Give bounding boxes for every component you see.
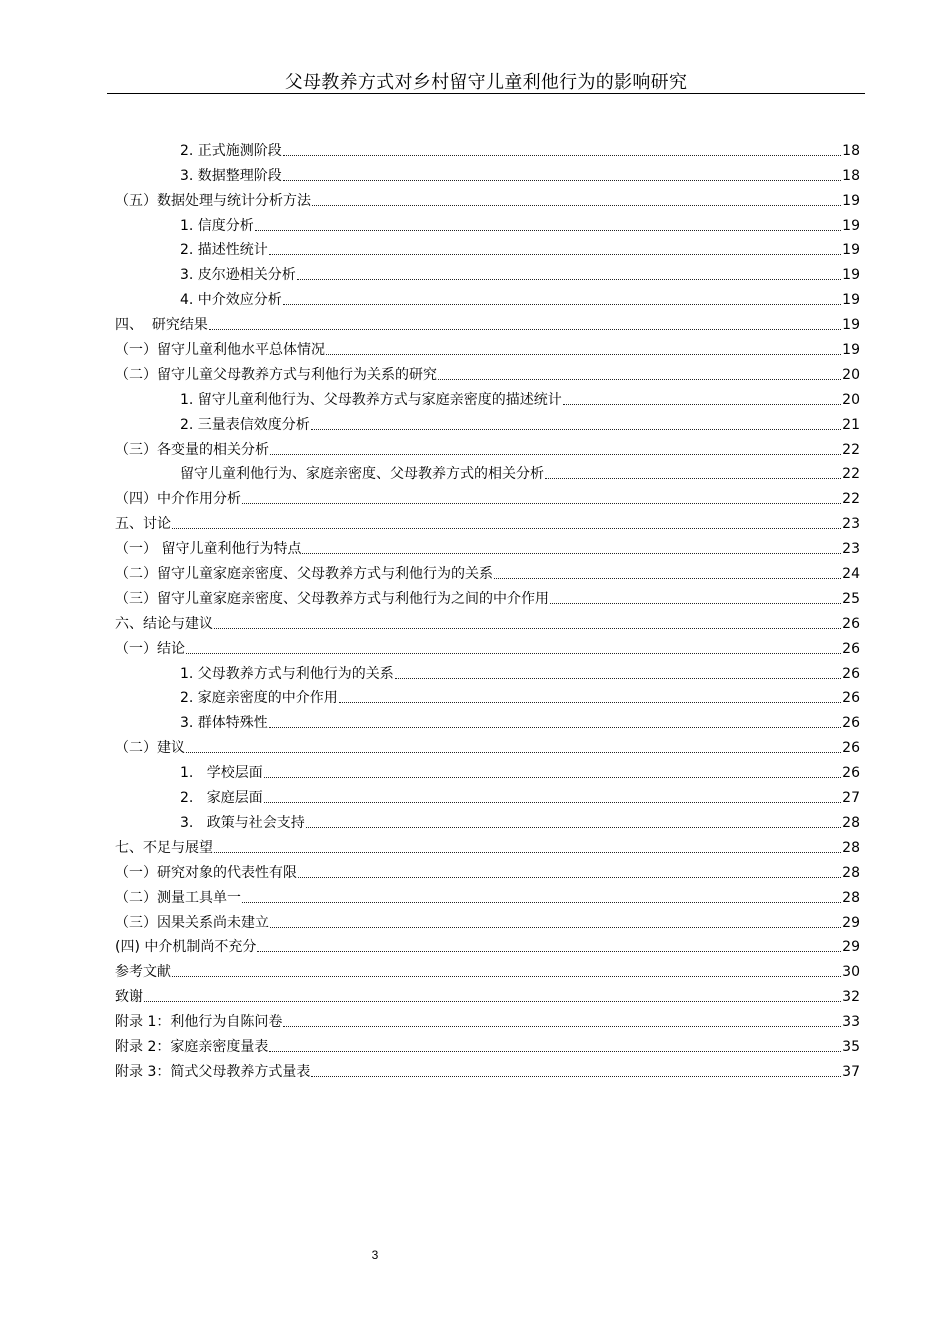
toc-entry-label: （一）留守儿童利他水平总体情况 (115, 342, 325, 359)
toc-entry-label: 四、 研究结果 (115, 317, 208, 334)
toc-entry[interactable] (115, 409, 860, 434)
toc-dot-leader (563, 404, 841, 405)
toc-dot-leader (214, 628, 841, 629)
toc-entry[interactable] (115, 1006, 860, 1031)
toc-entry-page: 19 (842, 317, 860, 334)
toc-dot-leader (494, 578, 841, 579)
toc-dot-leader (311, 429, 841, 430)
toc-entry-page: 28 (842, 839, 860, 856)
toc-entry-page: 30 (842, 964, 860, 981)
toc-dot-leader (255, 230, 841, 231)
toc-entry-page: 28 (842, 814, 860, 831)
toc-entry-page: 18 (842, 167, 860, 184)
toc-entry[interactable] (115, 732, 860, 757)
toc-dot-leader (269, 727, 841, 728)
toc-entry[interactable] (115, 658, 860, 683)
toc-entry-page: 37 (842, 1063, 860, 1080)
toc-entry[interactable] (115, 284, 860, 309)
toc-entry-page: 26 (842, 690, 860, 707)
toc-dot-leader (339, 702, 841, 703)
toc-entry-label: 2. 正式施测阶段 (180, 142, 282, 159)
toc-dot-leader (172, 528, 841, 529)
toc-entry[interactable] (115, 633, 860, 658)
toc-dot-leader (283, 180, 841, 181)
toc-dot-leader (270, 454, 841, 455)
toc-entry-label: 留守儿童利他行为、家庭亲密度、父母教养方式的相关分析 (180, 466, 544, 483)
toc-entry-page: 26 (842, 740, 860, 757)
toc-dot-leader (186, 752, 841, 753)
toc-entry[interactable] (115, 235, 860, 260)
toc-entry-page: 29 (842, 939, 860, 956)
toc-entry-label: 2. 描述性统计 (180, 242, 268, 259)
toc-dot-leader (257, 951, 841, 952)
toc-dot-leader (550, 603, 841, 604)
toc-entry-page: 19 (842, 292, 860, 309)
toc-entry-page: 19 (842, 267, 860, 284)
toc-entry[interactable] (115, 459, 860, 484)
toc-entry-label: 1. 信度分析 (180, 217, 254, 234)
toc-entry-page: 22 (842, 491, 860, 508)
toc-entry[interactable] (115, 334, 860, 359)
toc-entry-page: 33 (842, 1014, 860, 1031)
toc-entry[interactable] (115, 185, 860, 210)
toc-entry-label: 2. 家庭层面 (180, 790, 263, 807)
toc-entry-label: （三）因果关系尚未建立 (115, 914, 269, 931)
toc-entry-label: 附录 1：利他行为自陈问卷 (115, 1014, 283, 1031)
toc-entry-label: 1. 学校层面 (180, 765, 263, 782)
toc-entry[interactable] (115, 782, 860, 807)
running-header-title: 父母教养方式对乡村留守儿童利他行为的影响研究 (284, 72, 688, 93)
toc-dot-leader (298, 877, 841, 878)
toc-entry-page: 25 (842, 590, 860, 607)
toc-entry-label: （二）测量工具单一 (115, 889, 241, 906)
toc-entry-page: 23 (842, 516, 860, 533)
toc-entry-label: 附录 2：家庭亲密度量表 (115, 1038, 269, 1055)
toc-entry-page: 27 (842, 790, 860, 807)
toc-dot-leader (242, 503, 841, 504)
toc-entry-label: （三）留守儿童家庭亲密度、父母教养方式与利他行为之间的中介作用 (115, 590, 549, 607)
toc-entry-label: 2. 家庭亲密度的中介作用 (180, 690, 338, 707)
toc-entry-label: 参考文献 (115, 964, 171, 981)
toc-dot-leader (269, 254, 841, 255)
toc-entry[interactable] (115, 932, 860, 957)
toc-dot-leader (306, 827, 841, 828)
toc-entry[interactable] (115, 907, 860, 932)
toc-dot-leader (270, 927, 841, 928)
toc-entry-page: 26 (842, 765, 860, 782)
toc-entry[interactable] (115, 259, 860, 284)
toc-entry[interactable] (115, 807, 860, 832)
toc-entry-label: 3. 数据整理阶段 (180, 167, 282, 184)
toc-dot-leader (214, 852, 841, 853)
toc-entry-page: 35 (842, 1038, 860, 1055)
toc-entry-label: (四) 中介机制尚不充分 (115, 939, 257, 956)
toc-entry-label: （四）中介作用分析 (115, 491, 241, 508)
toc-entry[interactable] (115, 882, 860, 907)
toc-entry-label: 1. 留守儿童利他行为、父母教养方式与家庭亲密度的描述统计 (180, 391, 562, 408)
toc-entry-label: 致谢 (115, 989, 143, 1006)
toc-entry-label: 附录 3：简式父母教养方式量表 (115, 1063, 311, 1080)
toc-entry-label: （三）各变量的相关分析 (115, 441, 269, 458)
toc-entry[interactable] (115, 608, 860, 633)
toc-entry-label: （一）结论 (115, 640, 185, 657)
toc-entry-label: 3. 政策与社会支持 (180, 814, 305, 831)
toc-entry-page: 29 (842, 914, 860, 931)
toc-dot-leader (283, 1026, 841, 1027)
toc-entry[interactable] (115, 1031, 860, 1056)
toc-dot-leader (438, 379, 841, 380)
toc-entry-page: 22 (842, 441, 860, 458)
toc-entry[interactable] (115, 384, 860, 409)
toc-entry[interactable] (115, 757, 860, 782)
toc-entry[interactable] (115, 508, 860, 533)
toc-entry[interactable] (115, 160, 860, 185)
toc-entry[interactable] (115, 857, 860, 882)
toc-entry-label: 六、结论与建议 (115, 615, 213, 632)
toc-entry[interactable] (115, 956, 860, 981)
toc-entry[interactable] (115, 483, 860, 508)
toc-entry-page: 26 (842, 615, 860, 632)
toc-entry-page: 28 (842, 889, 860, 906)
toc-entry[interactable] (115, 434, 860, 459)
toc-dot-leader (144, 1001, 841, 1002)
toc-entry-page: 20 (842, 366, 860, 383)
toc-entry-label: （五）数据处理与统计分析方法 (115, 192, 311, 209)
toc-entry-page: 26 (842, 715, 860, 732)
toc-entry-label: 4. 中介效应分析 (180, 292, 282, 309)
toc-entry-label: 3. 群体特殊性 (180, 715, 268, 732)
toc-entry-page: 28 (842, 864, 860, 881)
toc-entry-label: 3. 皮尔逊相关分析 (180, 267, 296, 284)
toc-entry-label: （一）研究对象的代表性有限 (115, 864, 297, 881)
toc-entry[interactable] (115, 832, 860, 857)
toc-entry-label: （一） 留守儿童利他行为特点 (115, 541, 302, 558)
toc-entry[interactable] (115, 981, 860, 1006)
toc-dot-leader (302, 553, 841, 554)
toc-dot-leader (269, 1051, 841, 1052)
toc-entry-page: 19 (842, 242, 860, 259)
toc-dot-leader (312, 205, 841, 206)
toc-entry-page: 22 (842, 466, 860, 483)
toc-entry-label: 1. 父母教养方式与利他行为的关系 (180, 665, 394, 682)
toc-entry-page: 19 (842, 192, 860, 209)
toc-entry-page: 32 (842, 989, 860, 1006)
toc-entry-page: 19 (842, 217, 860, 234)
toc-dot-leader (242, 902, 841, 903)
toc-entry-label: 2. 三量表信效度分析 (180, 416, 310, 433)
toc-entry-page: 23 (842, 541, 860, 558)
toc-entry[interactable] (115, 707, 860, 732)
toc-dot-leader (545, 478, 841, 479)
toc-entry[interactable] (115, 135, 860, 160)
toc-entry[interactable] (115, 583, 860, 608)
toc-entry-label: 五、讨论 (115, 516, 171, 533)
toc-entry-label: （二）留守儿童父母教养方式与利他行为关系的研究 (115, 366, 437, 383)
toc-entry-page: 18 (842, 142, 860, 159)
toc-dot-leader (283, 155, 841, 156)
toc-entry-page: 20 (842, 391, 860, 408)
toc-entry[interactable] (115, 533, 860, 558)
toc-dot-leader (297, 279, 841, 280)
toc-entry-label: （二）建议 (115, 740, 185, 757)
toc-dot-leader (264, 777, 841, 778)
header-divider (107, 93, 865, 94)
toc-entry[interactable] (115, 309, 860, 334)
toc-dot-leader (326, 354, 841, 355)
toc-entry-label: （二）留守儿童家庭亲密度、父母教养方式与利他行为的关系 (115, 566, 493, 583)
toc-dot-leader (264, 802, 841, 803)
toc-entry[interactable] (115, 210, 860, 235)
toc-entry-page: 26 (842, 665, 860, 682)
toc-entry-page: 21 (842, 416, 860, 433)
toc-entry-label: 七、不足与展望 (115, 839, 213, 856)
toc-entry-page: 24 (842, 566, 860, 583)
toc-entry[interactable] (115, 683, 860, 708)
toc-dot-leader (209, 329, 841, 330)
toc-dot-leader (172, 976, 841, 977)
toc-entry[interactable] (115, 1056, 860, 1081)
toc-dot-leader (186, 653, 841, 654)
table-of-contents (115, 135, 860, 1081)
toc-dot-leader (311, 1076, 841, 1077)
page-number: 3 (371, 1248, 379, 1262)
toc-dot-leader (283, 304, 841, 305)
toc-entry-page: 26 (842, 640, 860, 657)
toc-dot-leader (395, 678, 841, 679)
toc-entry[interactable] (115, 558, 860, 583)
toc-entry-page: 19 (842, 342, 860, 359)
toc-entry[interactable] (115, 359, 860, 384)
